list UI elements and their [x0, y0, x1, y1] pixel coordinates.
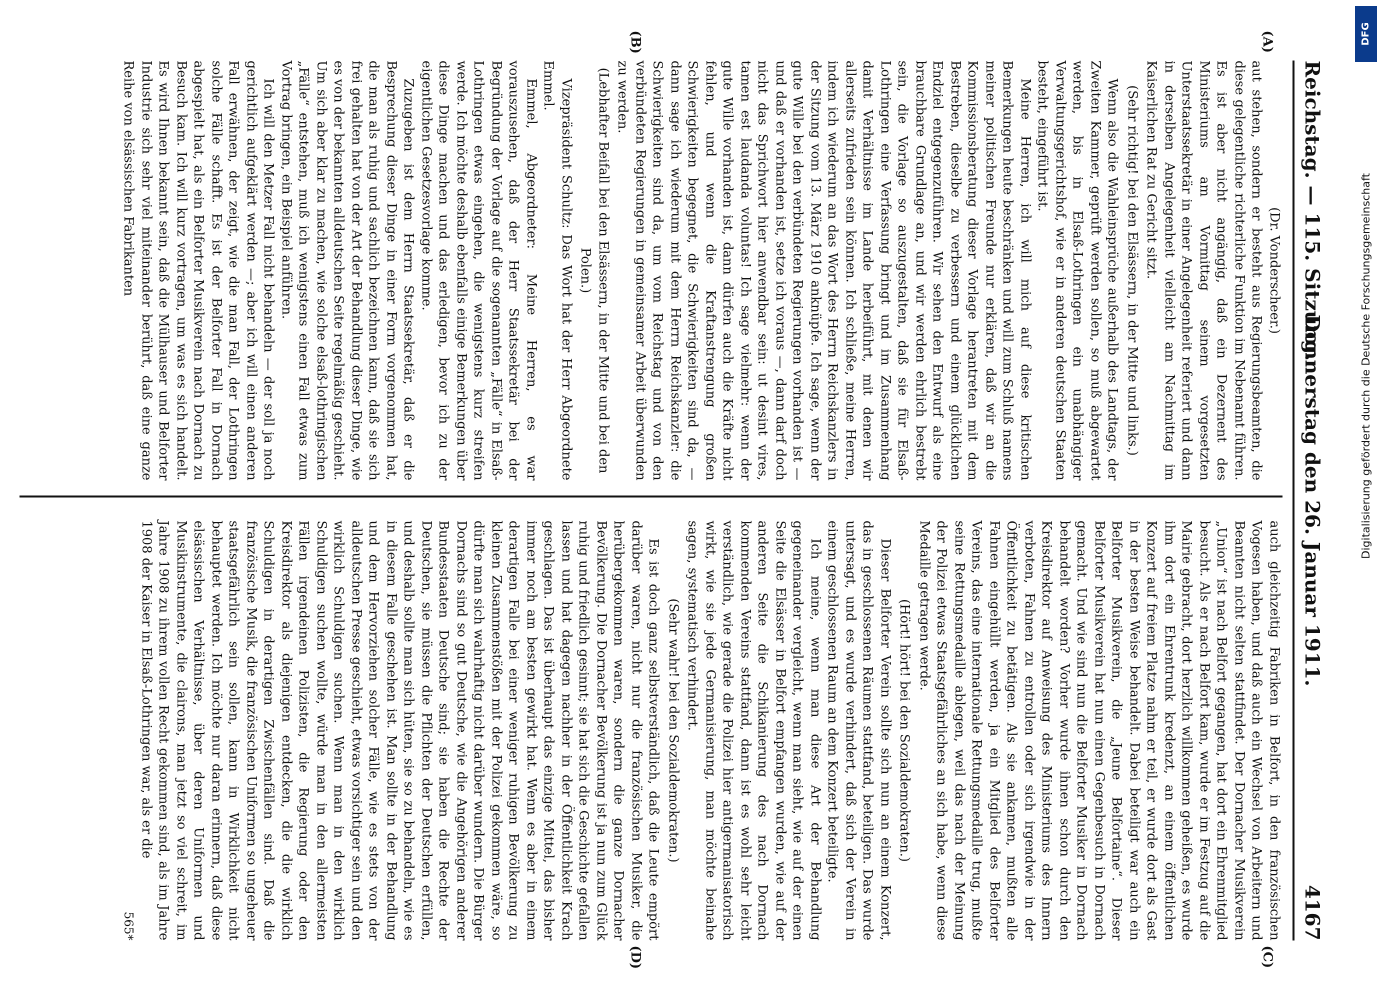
header-date: Donnerstag den 26. Januar 1911. [1300, 314, 1325, 687]
footer-mark: 565* [122, 911, 136, 941]
dfg-caption: Digitalisierung gefördert durch die Deutsche Forschungsgemeinschaft [1359, 173, 1373, 559]
column-left [20, 61, 1283, 481]
reaction: (Sehr richtig! bei den Elsässern, in der Mitte und links.) [1124, 85, 1140, 456]
paragraph: Dieser Belforter Verein sollte sich nun an einem Konzert, das in geschlossenen Räumen stattfand, beteiligen. Das wurde untersagt, und es wurde verhindert, daß sich der Verein in einem geschlossenen Raum an dem Konzert beteiligte. [825, 520, 893, 941]
speaker-tag: (Dr. Vonderscheer.) [1266, 207, 1282, 334]
column-right [20, 521, 1283, 941]
margin-mark-a: (A) [1259, 30, 1275, 53]
margin-mark-b: (B) [627, 30, 643, 54]
reaction: (Sehr wahr! bei den Sozialdemokraten.) [665, 598, 681, 863]
dfg-sidebar [1355, 6, 1377, 976]
page-number: 4167 [1300, 884, 1325, 941]
column-divider [20, 496, 1283, 498]
page-header [1293, 61, 1335, 941]
document-page [0, 1, 1383, 1001]
paragraph: Ich meine, wenn man diese Art der Behandlung gegeneinander vergleicht, wenn man sieht, wie auf der einen Seite die Elsässer in Belfort empfangen wurden, wie auf der anderen Seite die Schikanierung des nach Dornach kommenden Vereins stattfand, dann ist es wohl sehr leicht verständlich, wie gerade die Polizei hier antigermanisatorisch wirkt, wie sie jede Germanisierung, man möchte beinahe sagen, systematisch verhindert. [685, 520, 823, 941]
reaction: (Hört! hört! bei den Sozialdemokraten.) [897, 598, 912, 862]
paragraph: aut stehen, sondern er besteht aus Regierungsbeamten, die diese gelegentliche richterliche Funktion im Nebenamt führen. Es ist aber nicht angängig, daß ein Dezernent des Ministeriums am Vormittag seinem vorgesetzten Unterstaatssekretär in einer Angelegenheit referiert und dann in derselben Angelegenheit vielleicht am Nachmittag im Kaiserlichen Rat zu Gericht sitzt. [1144, 60, 1264, 481]
paragraph: Emmel, Abgeordneter: Meine Herren, es war vorauszusehen, daß der Herr Staatssekretär bei der Begründung der Vorlage auf die sogenannten „Fälle“ in Elsaß-Lothringen etwas eingehen, die wenigstens kurz streifen werde. Ich möchte deshalb ebenfalls einige Bemerkungen über diese Dinge machen und das erledigen, bevor ich zu der eigentlichen Gesetzesvorlage komme. [418, 60, 539, 481]
dfg-logo: DFG [1355, 6, 1377, 62]
header-left: Reichstag. — 115. Sitzung. [1300, 60, 1325, 361]
paragraph: Es ist doch ganz selbstverständlich, daß die Leute empört darüber waren, nicht nur die französischen Musiker, die herübergekommen waren, sondern die ganze Dornacher Bevölkerung. Die Dornacher Bevölkerung ist ja nun zum Glück ruhig und friedlich gesinnt; sie hat sich die Geschichte gefallen lassen und hat dagegen nachher in der Öffentlichkeit Krach geschlagen. Das ist überhaupt das einzige Mittel, das bisher immer noch am besten gewirkt hat. Wenn es aber in einem derartigen Falle bei einer weniger ruhigen Bevölkerung zu kleinen Zusammenstößen mit der Polizei gekommen wäre, so dürfte man sich wahrhaftig nicht darüber wundern. Die Bürger Dornachs sind so gut Deutsche, wie die Angehörigen anderer Bundesstaaten Deutsche sind; sie haben die Rechte der Deutschen, sie müssen die Pflichten der Deutschen erfüllen, und deshalb sollte man sich hüten, sie so zu behandeln, wie es in diesem Falle geschehen ist. Man sollte in der Behandlung und dem Hervorziehen solcher Fälle, wie es stets von der alldeutschen Presse geschieht, etwas vorsichtiger sein und den wirklich Schuldigen suchen. Wenn man in den wirklich Schuldigen suchen wollte, würde man in den allermeisten Fällen irgendeinen Polizisten, die Regierung oder den Kreisdirektor als diejenigen entdecken, die die wirklich Schuldigen in derartigen Zwischenfällen sind. Daß die französische Musik, die französischen Uniformen so ungeheuer staatsgefährlich sein sollen, kann in Wirklichkeit nicht behauptet werden. Ich möchte nur daran erinnern, daß diese elsässischen Verhältnisse, über deren Uniformen und Musikinstrumente, die clairons, man jetzt so viel schreit, im Jahre 1908 zu ihrem vollen Recht gekommen sind, als im Jahre 1908 der Kaiser in Elsaß-Lothringen war, als er die [138, 520, 661, 941]
reaction: (Lebhafter Beifall bei den Elsässern, in der Mitte und bei den Polen.) [578, 67, 611, 474]
paragraph: Zuzugeben ist dem Herrn Staatssekretär, daß er die Besprechung dieser Dinge in einer Form vorgenommen hat, die man als ruhig und sachlich bezeichnen kann, daß sie sich frei gehalten hat von der Art der Behandlung dieser Dinge, wie es von der bekannten alldeutschen Seite regelmäßig geschieht. Um sich aber klar zu machen, wie solche elsaß-lothringischen „Fälle“ entstehen, muß ich wenigstens einen Fall etwas zum Vortrag bringen, ein Beispiel anführen. [278, 60, 416, 481]
margin-mark-d: (D) [627, 945, 643, 970]
margin-mark-c: (C) [1259, 945, 1275, 969]
paragraph: auch gleichzeitig Fabriken in Belfort, in den französischen Vogesen haben, und daß auch ein Wechsel von Arbeitern und Beamten nicht selten stattfindet. Der Dornacher Musikverein „Union“ ist nach Belfort gegangen, hat dort ein Ehrenmitglied besucht. Als er nach Belfort kam, wurde er im Festzug auf die Mairie gebracht, dort herzlich willkommen geheißen, es wurde ihm dort ein Ehrentrunk kredenzt, an einem öffentlichen Konzert auf freiem Platze nahm er teil, er wurde dort als Gast in der besten Weise behandelt. Dabei beteiligt war auch ein Belforter Musikverein, die „Jeune Belfortaine“. Dieser Belforter Musikverein hat nun einen Gegenbesuch in Dornach gemacht. Und wie sind nun die Belforter Musiker in Dornach behandelt worden? Vorher wurde ihnen schon durch den Kreisdirektor auf Anweisung des Ministeriums des Innern verboten, Fahnen zu entrollen oder sich irgendwie in der Öffentlichkeit zu betätigen. Als sie ankamen, mußten alle Fahnen eingehüllt werden, ja ein Mitglied des Belforter Vereins, das eine internationale Rettungsmedaille trug, mußte seine Rettungsmedaille ablegen, weil das nach der Meinung der Polizei etwas Staatsgefährliches an sich habe, wenn diese Medaille getragen werde. [916, 520, 1282, 941]
speaker-announcement: Vizepräsident Schultz: Das Wort hat der Herr Abgeordnete Emmel. [541, 60, 574, 481]
paragraph: Ich will den Metzer Fall nicht behandeln — der soll ja noch gerichtlich aufgeklärt werden —; aber ich will einen anderen Fall erwähnen, der zeigt, wie die man Fall, der Lothringen solche Fälle schafft. Es ist der Belforter Fall in Dornach abgespielt hat, als ein Belforter Musikverein nach Dornach zu Besuch kam. Ich will kurz vortragen, um was es sich handelt. Es wird Ihnen bekannt sein, daß die Mülhauser und Belforter Industrie sich sehr viel miteinander berührt, daß eine ganze Reihe von elsässischen Fabrikanten [121, 60, 276, 481]
paragraph: Meine Herren, ich will mich auf diese kritischen Bemerkungen heute beschränken und will zum Schluß namens meiner politischen Freunde nur erklären, daß wir an die Kommissionsberatung dieser Vorlage herantreten mit dem Bestreben, dieselbe zu verbessern und einem glücklichen Endziel entgegenzuführen. Wir sehen den Entwurf als eine brauchbare Grundlage an, und wir werden ehrlich bestrebt sein, die Vorlage so auszugestalten, daß sie für Elsaß-Lothringen eine Verfassung bringt und im Zusammenhang damit Verhältnisse im Lande herbeiführt, mit denen wir allerseits zufrieden sein können. Ich schließe, meine Herren, indem ich wiederum an das Wort des Herrn Reichskanzlers in der Sitzung vom 13. März 1910 anknüpfe. Ich sage, wenn der gute Wille bei den verbündeten Regierungen vorhanden ist — und daß er vorhanden ist, setze ich voraus —, dann darf doch nicht das Sprichwort hier anwendbar sein: ut desint vires, tamen est laudanda voluntas! Ich sage vielmehr: wenn der gute Wille vorhanden ist, dann dürfen auch die Kräfte nicht fehlen, und wenn die Kraftanstrengung großen Schwierigkeiten begegnet, die Schwierigkeiten sind da, — dann sage ich wiederum mit dem Herrn Reichskanzler: die Schwierigkeiten sind da, um vom Reichstag und von den verbündeten Regierungen in gemeinsamer Arbeit überwunden zu werden. [615, 60, 1033, 481]
paragraph: Wenn also die Wahleinsprüche außerhalb des Landtags, der Zweiten Kammer, geprüft werden sollen, so muß abgewartet werden, bis in Elsaß-Lothringen ein unabhängiger Verwaltungsgerichtshof, wie er in anderen deutschen Staaten besteht, eingeführt ist. [1035, 60, 1120, 481]
